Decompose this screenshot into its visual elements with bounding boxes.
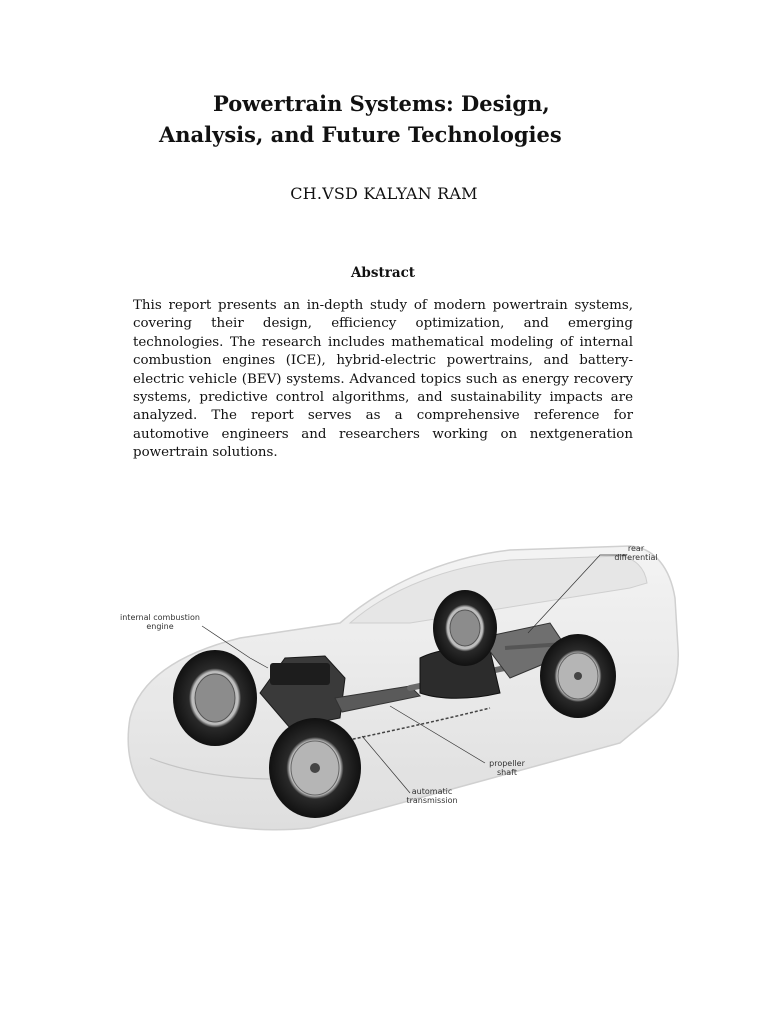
- rear-differential-label-1: rear: [627, 544, 645, 553]
- document-title: [140, 88, 600, 150]
- car-cutaway-illustration: [110, 528, 690, 848]
- front-left-wheel: [173, 650, 257, 746]
- powertrain-figure: [110, 528, 690, 848]
- rear-left-wheel: [433, 590, 497, 666]
- propeller-shaft-label-2: shaft: [497, 768, 517, 777]
- abstract-text: This report presents an in-depth study of modern powertrain systems, covering their design, efficiency optimization, and emerging technologies. The research includes mathematical modeling of internal combustion engines (ICE), hybrid-electric powertrains, and battery-electric vehicle (BEV) systems. Advanced topics such as energy recovery systems, predictive control algorithms, and sustainability impacts are analyzed. The report serves as a comprehensive reference for automotive engineers and researchers working on nextgeneration powertrain solutions.: [133, 298, 633, 461]
- rear-right-wheel: [540, 634, 616, 718]
- engine-label-1: internal combustion: [120, 613, 200, 622]
- rear-differential-label-2: differential: [614, 553, 658, 562]
- abstract-heading: Abstract: [350, 265, 416, 281]
- author-name: CH.VSD KALYAN RAM: [290, 184, 478, 203]
- title-line-2: Analysis, and Future Technologies: [159, 122, 562, 147]
- front-right-wheel: [269, 718, 361, 818]
- transmission-label-2: transmission: [406, 796, 458, 805]
- engine-label-2: engine: [146, 622, 174, 631]
- propeller-shaft-label-1: propeller: [489, 759, 525, 768]
- transmission-label-1: automatic: [411, 787, 453, 796]
- title-line-1: Powertrain Systems: Design,: [213, 91, 550, 116]
